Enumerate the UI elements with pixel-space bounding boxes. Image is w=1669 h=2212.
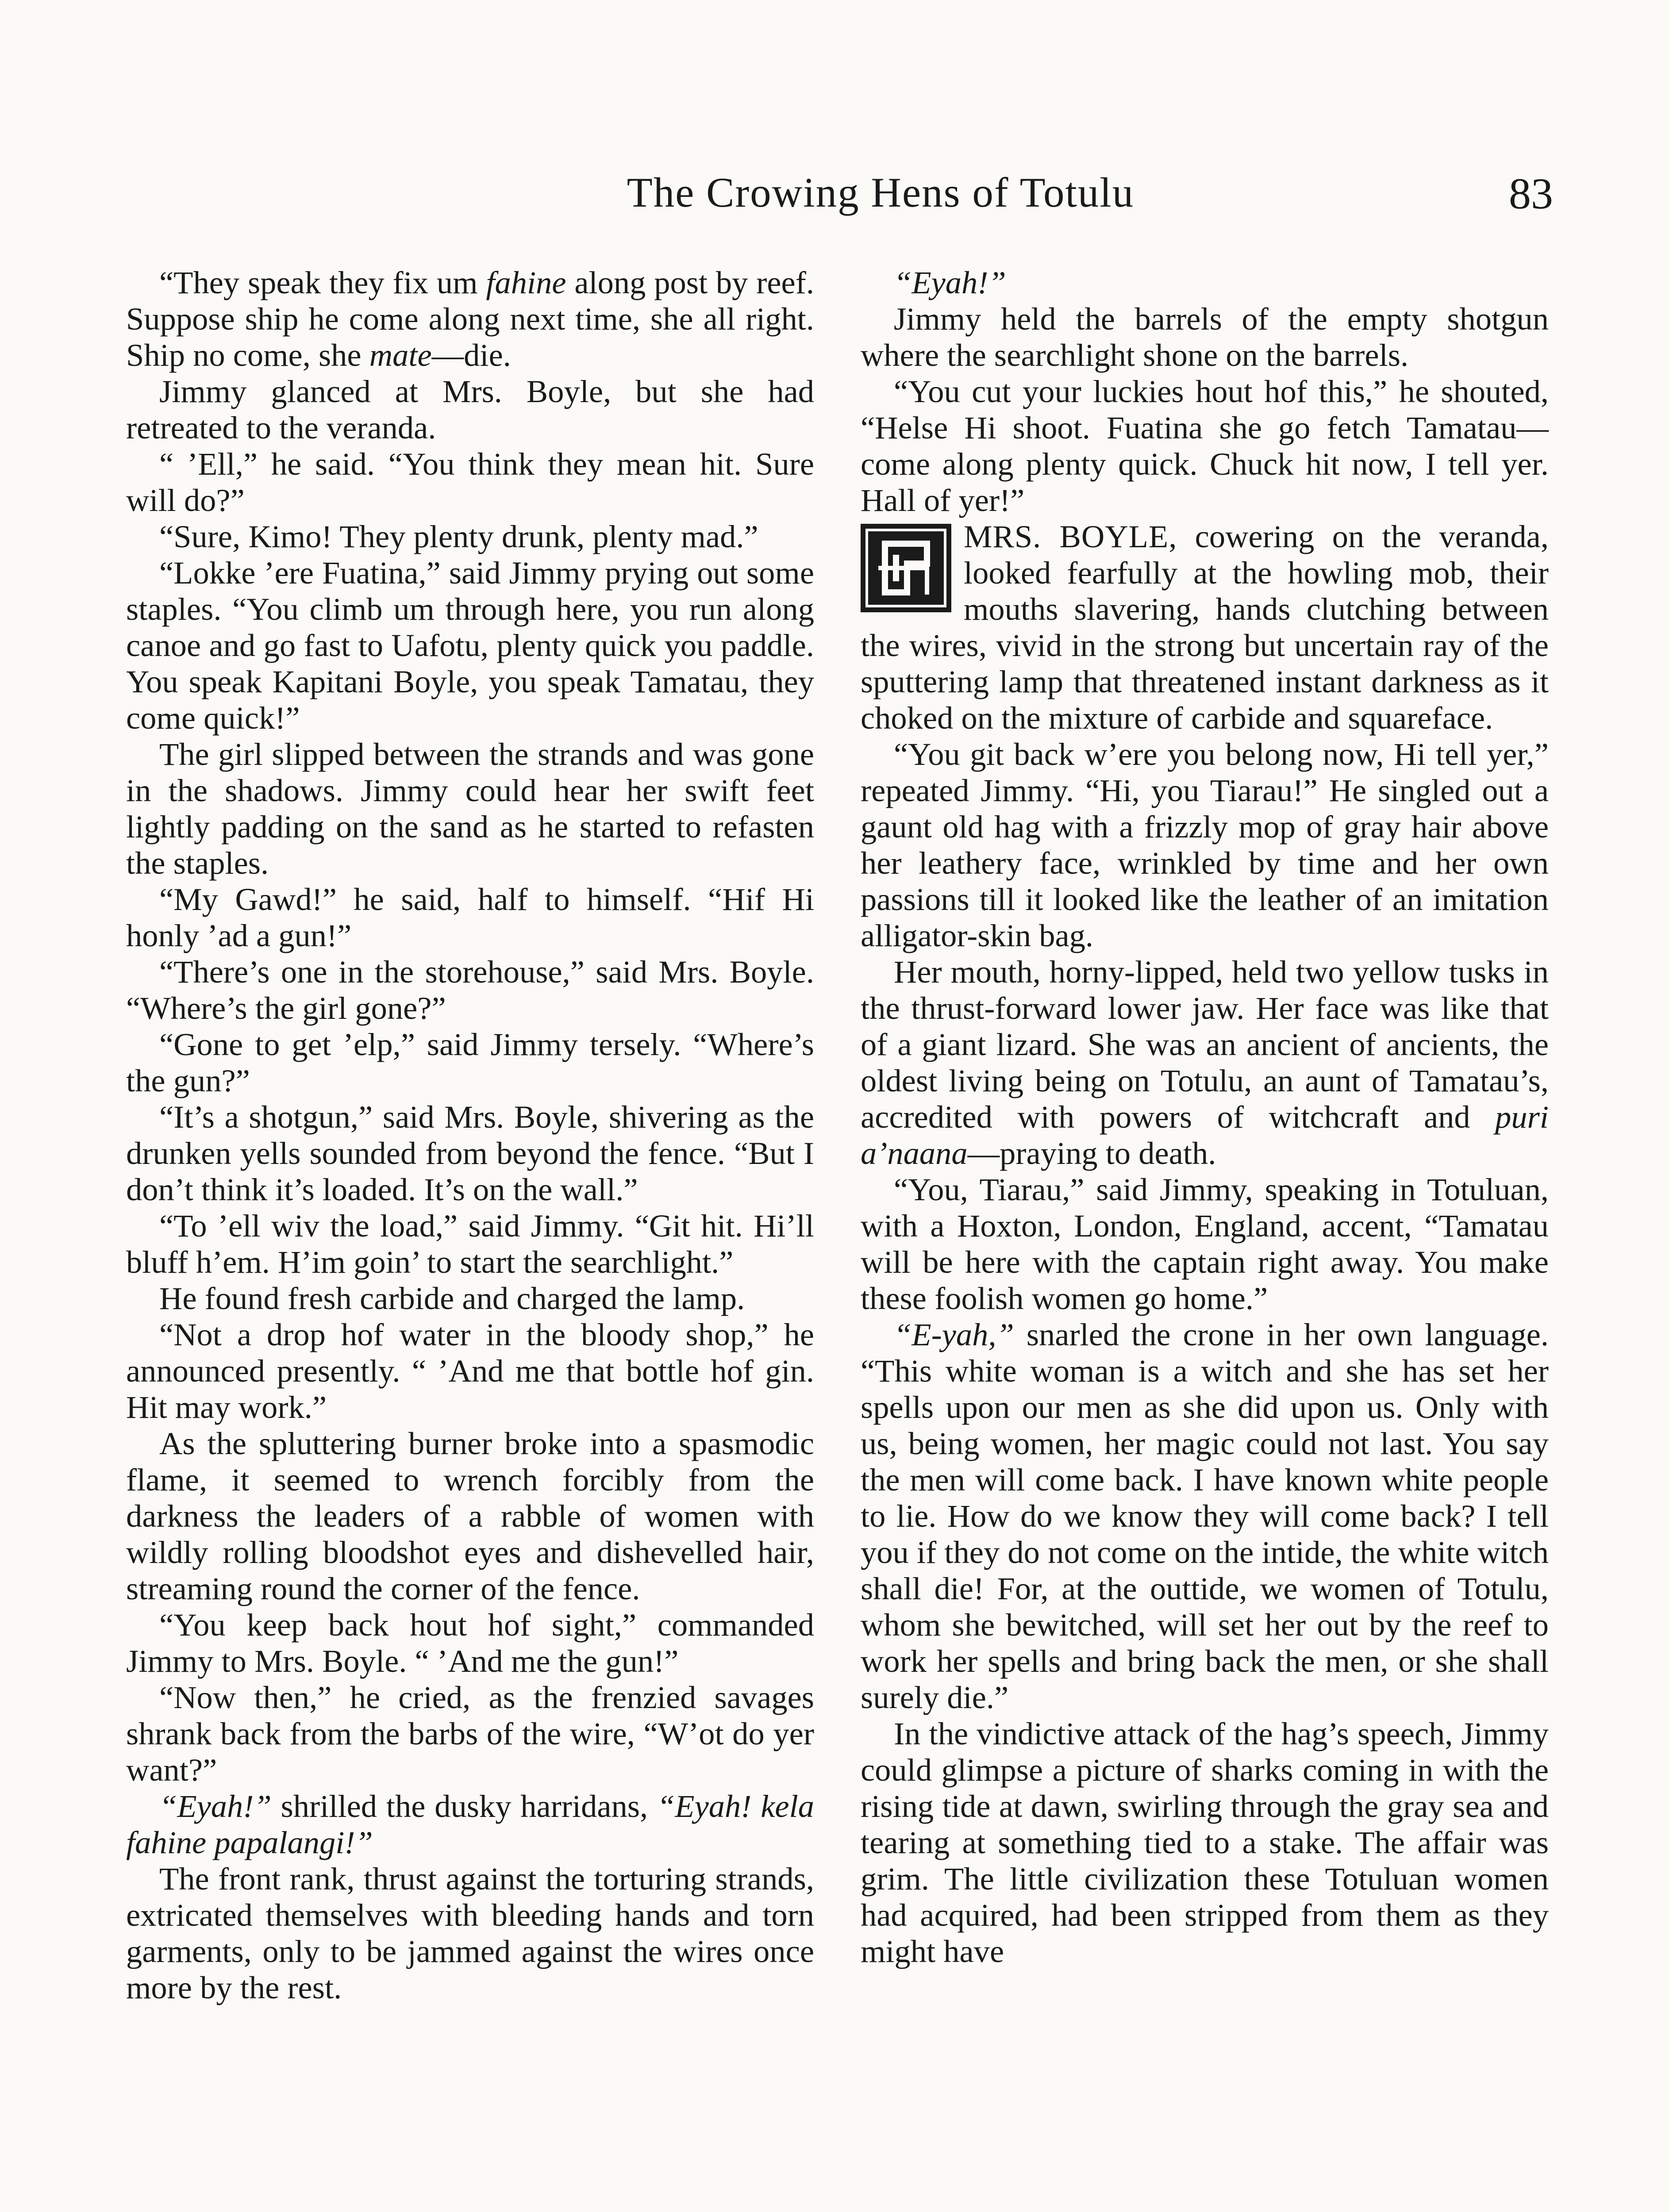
text-run: He found fresh carbide and charged the lamp.: [159, 1280, 745, 1316]
text-run: The front rank, thrust against the torturing strands, extricated themselves with bleeding hands and torn garments, only to be jammed against the wires once more by the rest.: [126, 1861, 814, 2005]
italic-text: “E-yah,”: [894, 1317, 1014, 1352]
paragraph: [126, 881, 814, 954]
paragraph: [126, 555, 814, 736]
text-run: —praying to death.: [967, 1135, 1216, 1171]
paragraph: [861, 265, 1549, 301]
paragraph: [126, 518, 814, 555]
paragraph: [861, 301, 1549, 373]
italic-text: “Eyah! kela fahine papalangi!”: [126, 1788, 814, 1860]
text-run: In the vindictive attack of the hag’s speech, Jimmy could glimpse a picture of sharks coming in with the rising tide at dawn, swirling through the gray sea and tearing at something tied to a stake. The affair was grim. The little civilization these Totuluan women had acquired, had been stripped from them as they might have: [861, 1716, 1549, 1969]
text-run: “You cut your luckies hout hof this,” he shouted, “Helse Hi shoot. Fuatina she go fetch Tamatau—come along plenty quick. Chuck hit now, I tell yer. Hall of yer!”: [861, 373, 1549, 518]
italic-text: mate: [369, 337, 432, 373]
text-run: Her mouth, horny-lipped, held two yellow tusks in the thrust-forward lower jaw. Her face was like that of a giant lizard. She was an ancient of ancients, the oldest living being on Totulu, an aunt of Tamatau’s, accredited with powers of witchcraft and: [861, 954, 1549, 1135]
italic-text: “Eyah!”: [159, 1788, 272, 1824]
paragraph: [126, 954, 814, 1026]
text-run: MRS. BOYLE,: [964, 518, 1177, 554]
decorative-initial-icon: [861, 524, 951, 612]
paragraph: [861, 1171, 1549, 1317]
running-head-title: The Crowing Hens of Totulu: [627, 169, 1134, 216]
paragraph: [126, 1280, 814, 1317]
italic-text: fahine: [486, 265, 566, 300]
paragraph: [126, 736, 814, 881]
text-run: “Sure, Kimo! They plenty drunk, plenty mad.”: [159, 518, 758, 554]
text-run: along post by reef. Suppose ship he come along next time, she all right. Ship no come, she: [126, 265, 814, 373]
paragraph: [861, 518, 1549, 736]
text-run: “My Gawd!” he said, half to himself. “Hif Hi honly ’ad a gun!”: [126, 881, 814, 953]
text-run: “It’s a shotgun,” said Mrs. Boyle, shivering as the drunken yells sounded from beyond the fence. “But I don’t think it’s loaded. It’s on the wall.”: [126, 1099, 814, 1207]
paragraph: [126, 1679, 814, 1788]
text-run: “You keep back hout hof sight,” commanded Jimmy to Mrs. Boyle. “ ’And me the gun!”: [126, 1607, 814, 1679]
text-run: “To ’ell wiv the load,” said Jimmy. “Git hit. Hi’ll bluff h’em. H’im goin’ to start the searchlight.”: [126, 1208, 814, 1280]
italic-text: puri a’naana: [861, 1099, 1549, 1171]
page-number: 83: [1509, 169, 1553, 218]
text-run: Jimmy held the barrels of the empty shotgun where the searchlight shone on the barrels.: [861, 301, 1549, 373]
paragraph: [861, 1716, 1549, 1970]
text-run: —die.: [431, 337, 511, 373]
paragraph: [126, 1788, 814, 1861]
paragraph: [126, 1861, 814, 2006]
right-text-column: [861, 265, 1549, 1970]
text-run: “ ’Ell,” he said. “You think they mean hit. Sure will do?”: [126, 446, 814, 518]
paragraph: [126, 1317, 814, 1425]
text-run: “There’s one in the storehouse,” said Mrs. Boyle. “Where’s the girl gone?”: [126, 954, 814, 1026]
text-run: “You git back w’ere you belong now, Hi tell yer,” repeated Jimmy. “Hi, you Tiarau!” He singled out a gaunt old hag with a frizzly mop of gray hair above her leathery face, wrinkled by time and her own passions till it looked like the leather of an imitation alligator-skin bag.: [861, 736, 1549, 953]
paragraph: [861, 373, 1549, 518]
paragraph: [126, 1425, 814, 1607]
left-text-column: [126, 265, 814, 2006]
text-run: “Not a drop hof water in the bloody shop,” he announced presently. “ ’And me that bottle hof gin. Hit may work.”: [126, 1317, 814, 1425]
text-run: “They speak they fix um: [159, 265, 486, 300]
paragraph: [861, 736, 1549, 954]
text-run: cowering on the veranda, looked fearfully at the howling mob, their mouths slavering, hands clutching between the wires, vivid in the strong but uncertain ray of the sputtering lamp that threatened instant darkness as it choked on the mixture of carbide and squareface.: [861, 518, 1549, 736]
paragraph: [126, 265, 814, 373]
text-run: “Now then,” he cried, as the frenzied savages shrank back from the barbs of the wire, “W’ot do yer want?”: [126, 1679, 814, 1788]
text-run: Jimmy glanced at Mrs. Boyle, but she had retreated to the veranda.: [126, 373, 814, 445]
text-run: shrilled the dusky harridans,: [271, 1788, 657, 1824]
paragraph: [126, 446, 814, 518]
text-run: “You, Tiarau,” said Jimmy, speaking in Totuluan, with a Hoxton, London, England, accent, “Tamatau will be here with the captain right away. You make these foolish women go home.”: [861, 1171, 1549, 1316]
text-run: As the spluttering burner broke into a spasmodic flame, it seemed to wrench forcibly from the darkness the leaders of a rabble of women with wildly rolling bloodshot eyes and dishevelled hair, streaming round the corner of the fence.: [126, 1425, 814, 1606]
paragraph: [126, 1099, 814, 1208]
text-run: The girl slipped between the strands and was gone in the shadows. Jimmy could hear her swift feet lightly padding on the sand as he started to refasten the staples.: [126, 736, 814, 881]
italic-text: “Eyah!”: [894, 265, 1006, 300]
paragraph: [126, 1208, 814, 1280]
text-run: snarled the crone in her own language. “This white woman is a witch and she has set her spells upon our men as she did upon us. Only with us, being women, her magic could not last. You say the men will come back. I have known white people to lie. How do we know they will come back? I tell you if they do not come on the intide, the white witch shall die! For, at the outtide, we women of Totulu, whom she bewitched, will set her out by the reef to work her spells and bring back the men, or she shall surely die.”: [861, 1317, 1549, 1715]
paragraph: [861, 954, 1549, 1171]
text-run: “Gone to get ’elp,” said Jimmy tersely. “Where’s the gun?”: [126, 1026, 814, 1098]
paragraph: [861, 1317, 1549, 1716]
text-run: “Lokke ’ere Fuatina,” said Jimmy prying out some staples. “You climb um through here, you run along canoe and go fast to Uafotu, plenty quick you paddle. You speak Kapitani Boyle, you speak Tamatau, they come quick!”: [126, 555, 814, 736]
paragraph: [126, 373, 814, 446]
paragraph: [126, 1607, 814, 1679]
paragraph: [126, 1026, 814, 1099]
